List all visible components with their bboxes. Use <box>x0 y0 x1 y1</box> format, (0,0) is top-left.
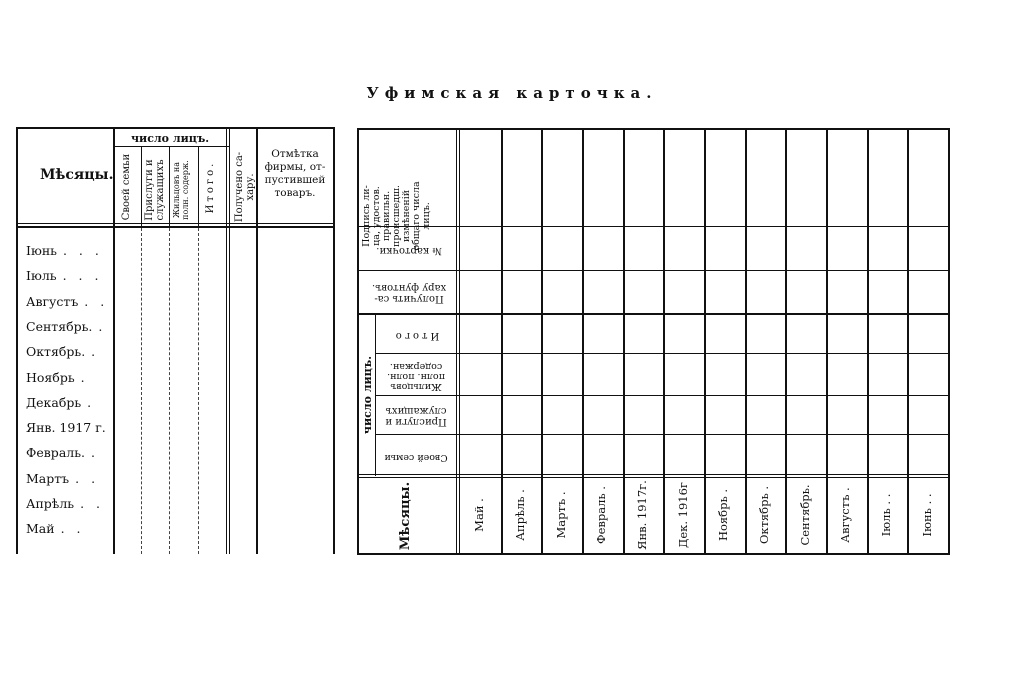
left-month-label: Февраль. <box>26 445 85 461</box>
right-month-col-sep <box>663 128 665 555</box>
left-month-dots: . . <box>75 470 100 486</box>
left-month-row <box>26 344 99 359</box>
left-body-guide-3 <box>198 228 199 554</box>
right-month-label: Ноябрь . <box>716 488 731 542</box>
right-month-col-sep <box>826 128 828 555</box>
left-month-label: Сентябрь. <box>26 318 93 334</box>
right-month-col-sep <box>907 128 909 555</box>
right-card-border-bottom <box>357 553 950 555</box>
card-title: Уфимская карточка. <box>366 84 658 102</box>
left-group-header: число лицъ. <box>131 132 210 145</box>
left-month-row <box>26 496 104 511</box>
right-card-border-top <box>357 128 950 130</box>
right-month-label: Августъ . <box>838 487 853 543</box>
left-month-row <box>26 420 112 435</box>
left-col-total: Итого. <box>205 160 216 214</box>
left-month-label: Іюль <box>26 268 57 284</box>
left-col-own-family: Своей семьи <box>121 153 132 221</box>
left-month-label: Октябрь. <box>26 344 86 360</box>
right-row-own-family: Своей семьи <box>384 452 448 463</box>
right-month-label: Октябрь . <box>757 485 771 545</box>
left-body-guide-2 <box>169 228 170 554</box>
right-month-col-sep <box>745 128 747 555</box>
left-month-dots: . . <box>80 496 105 511</box>
right-month-col-sep <box>501 128 503 555</box>
left-col-sep-3 <box>169 147 170 227</box>
right-header-sep-a <box>456 128 457 555</box>
left-month-dots: . . <box>60 521 85 537</box>
left-month-label: Августъ <box>26 293 79 309</box>
left-col-sep-5 <box>226 127 227 554</box>
left-month-dots: . . . <box>62 268 103 284</box>
left-month-dots: . <box>91 344 100 360</box>
left-month-row <box>26 319 106 334</box>
left-month-row <box>26 521 85 536</box>
left-month-row <box>26 445 99 460</box>
left-col-tenants: Жильцовъ на полн. содерж. <box>172 160 190 220</box>
left-col-sep-2 <box>141 147 142 227</box>
right-month-label: Апрѣль . <box>513 489 527 541</box>
left-month-dots: . . . <box>62 243 103 258</box>
left-col-received: Получено са- хару. <box>234 151 256 223</box>
right-months-header: Мѣсяцы. <box>398 481 413 551</box>
right-row-line-3 <box>357 313 950 315</box>
left-col-sep-1 <box>113 127 115 554</box>
left-month-dots: . <box>98 318 107 334</box>
left-month-label: Май <box>26 521 55 537</box>
left-month-label: Декабрь <box>26 394 82 410</box>
left-col-sep-4 <box>198 147 199 227</box>
right-row-tenants: Жильцовъ полн. полн. содержан. <box>387 361 445 392</box>
left-month-row <box>26 395 95 410</box>
right-row-get-sugar: Получить са- хару фунтовъ. <box>371 282 447 304</box>
left-month-dots: . <box>87 394 96 410</box>
right-month-label: Май . <box>472 498 487 532</box>
right-row-card-number: № карточки. <box>376 245 442 256</box>
right-header-sep-b <box>459 128 460 555</box>
left-col-sep-5b <box>229 127 230 554</box>
left-card-border-top <box>16 127 335 129</box>
right-month-col-sep <box>541 128 543 555</box>
right-month-label: Мартъ . <box>553 491 568 539</box>
right-month-col-sep <box>867 128 869 555</box>
left-month-dots: . . <box>84 293 109 309</box>
right-row-servants: Прислуги и служащихъ <box>385 405 447 427</box>
right-row-line-2 <box>357 270 950 271</box>
left-col-servants: Прислуги и служащихъ <box>144 159 166 221</box>
right-month-col-sep <box>785 128 787 555</box>
left-month-row <box>26 471 99 486</box>
left-month-label: Ноябрь <box>26 369 75 385</box>
right-card-border-right <box>948 128 950 555</box>
left-card-border-right <box>333 127 335 554</box>
right-month-col-sep <box>704 128 706 555</box>
left-month-row <box>26 294 108 309</box>
right-row-signature: Подпись ли- ца, удостов. правильн. происшедш. измѣненій общаго числа лицъ. <box>361 181 432 251</box>
right-month-label: Дек. 1916г <box>675 482 690 548</box>
right-group-header: число лицъ. <box>361 355 374 435</box>
left-month-dots: . <box>80 369 89 385</box>
right-row-line-7b <box>357 477 950 478</box>
right-card-border-left <box>357 128 359 555</box>
right-month-label: Іюнь . . <box>919 493 934 537</box>
right-month-label: Янв. 1917г. <box>635 480 649 550</box>
left-month-label: Іюнь <box>26 243 57 258</box>
left-month-row <box>26 268 102 283</box>
right-month-col-sep <box>582 128 584 555</box>
left-body-guide-1 <box>141 228 142 554</box>
left-month-label: Апрѣль <box>26 496 75 511</box>
left-card-border-left <box>16 127 18 554</box>
left-month-dots: . <box>90 445 99 461</box>
left-month-label: Мартъ <box>26 470 70 486</box>
right-month-label: Сентябрь. <box>797 484 812 546</box>
right-month-col-sep <box>623 128 625 555</box>
right-row-line-7a <box>357 474 950 475</box>
right-month-label: Іюль . . <box>879 493 893 537</box>
left-months-header: Мѣсяцы. <box>40 167 114 183</box>
right-month-label: Февраль . <box>594 486 609 544</box>
right-row-total: Итого <box>392 330 440 341</box>
left-month-row <box>26 243 103 258</box>
left-month-row <box>26 370 89 385</box>
left-col-firm-mark: Отмѣтка фирмы, от- пустившей товаръ. <box>264 148 326 200</box>
left-month-label: Янв. 1917 г. <box>26 420 106 436</box>
